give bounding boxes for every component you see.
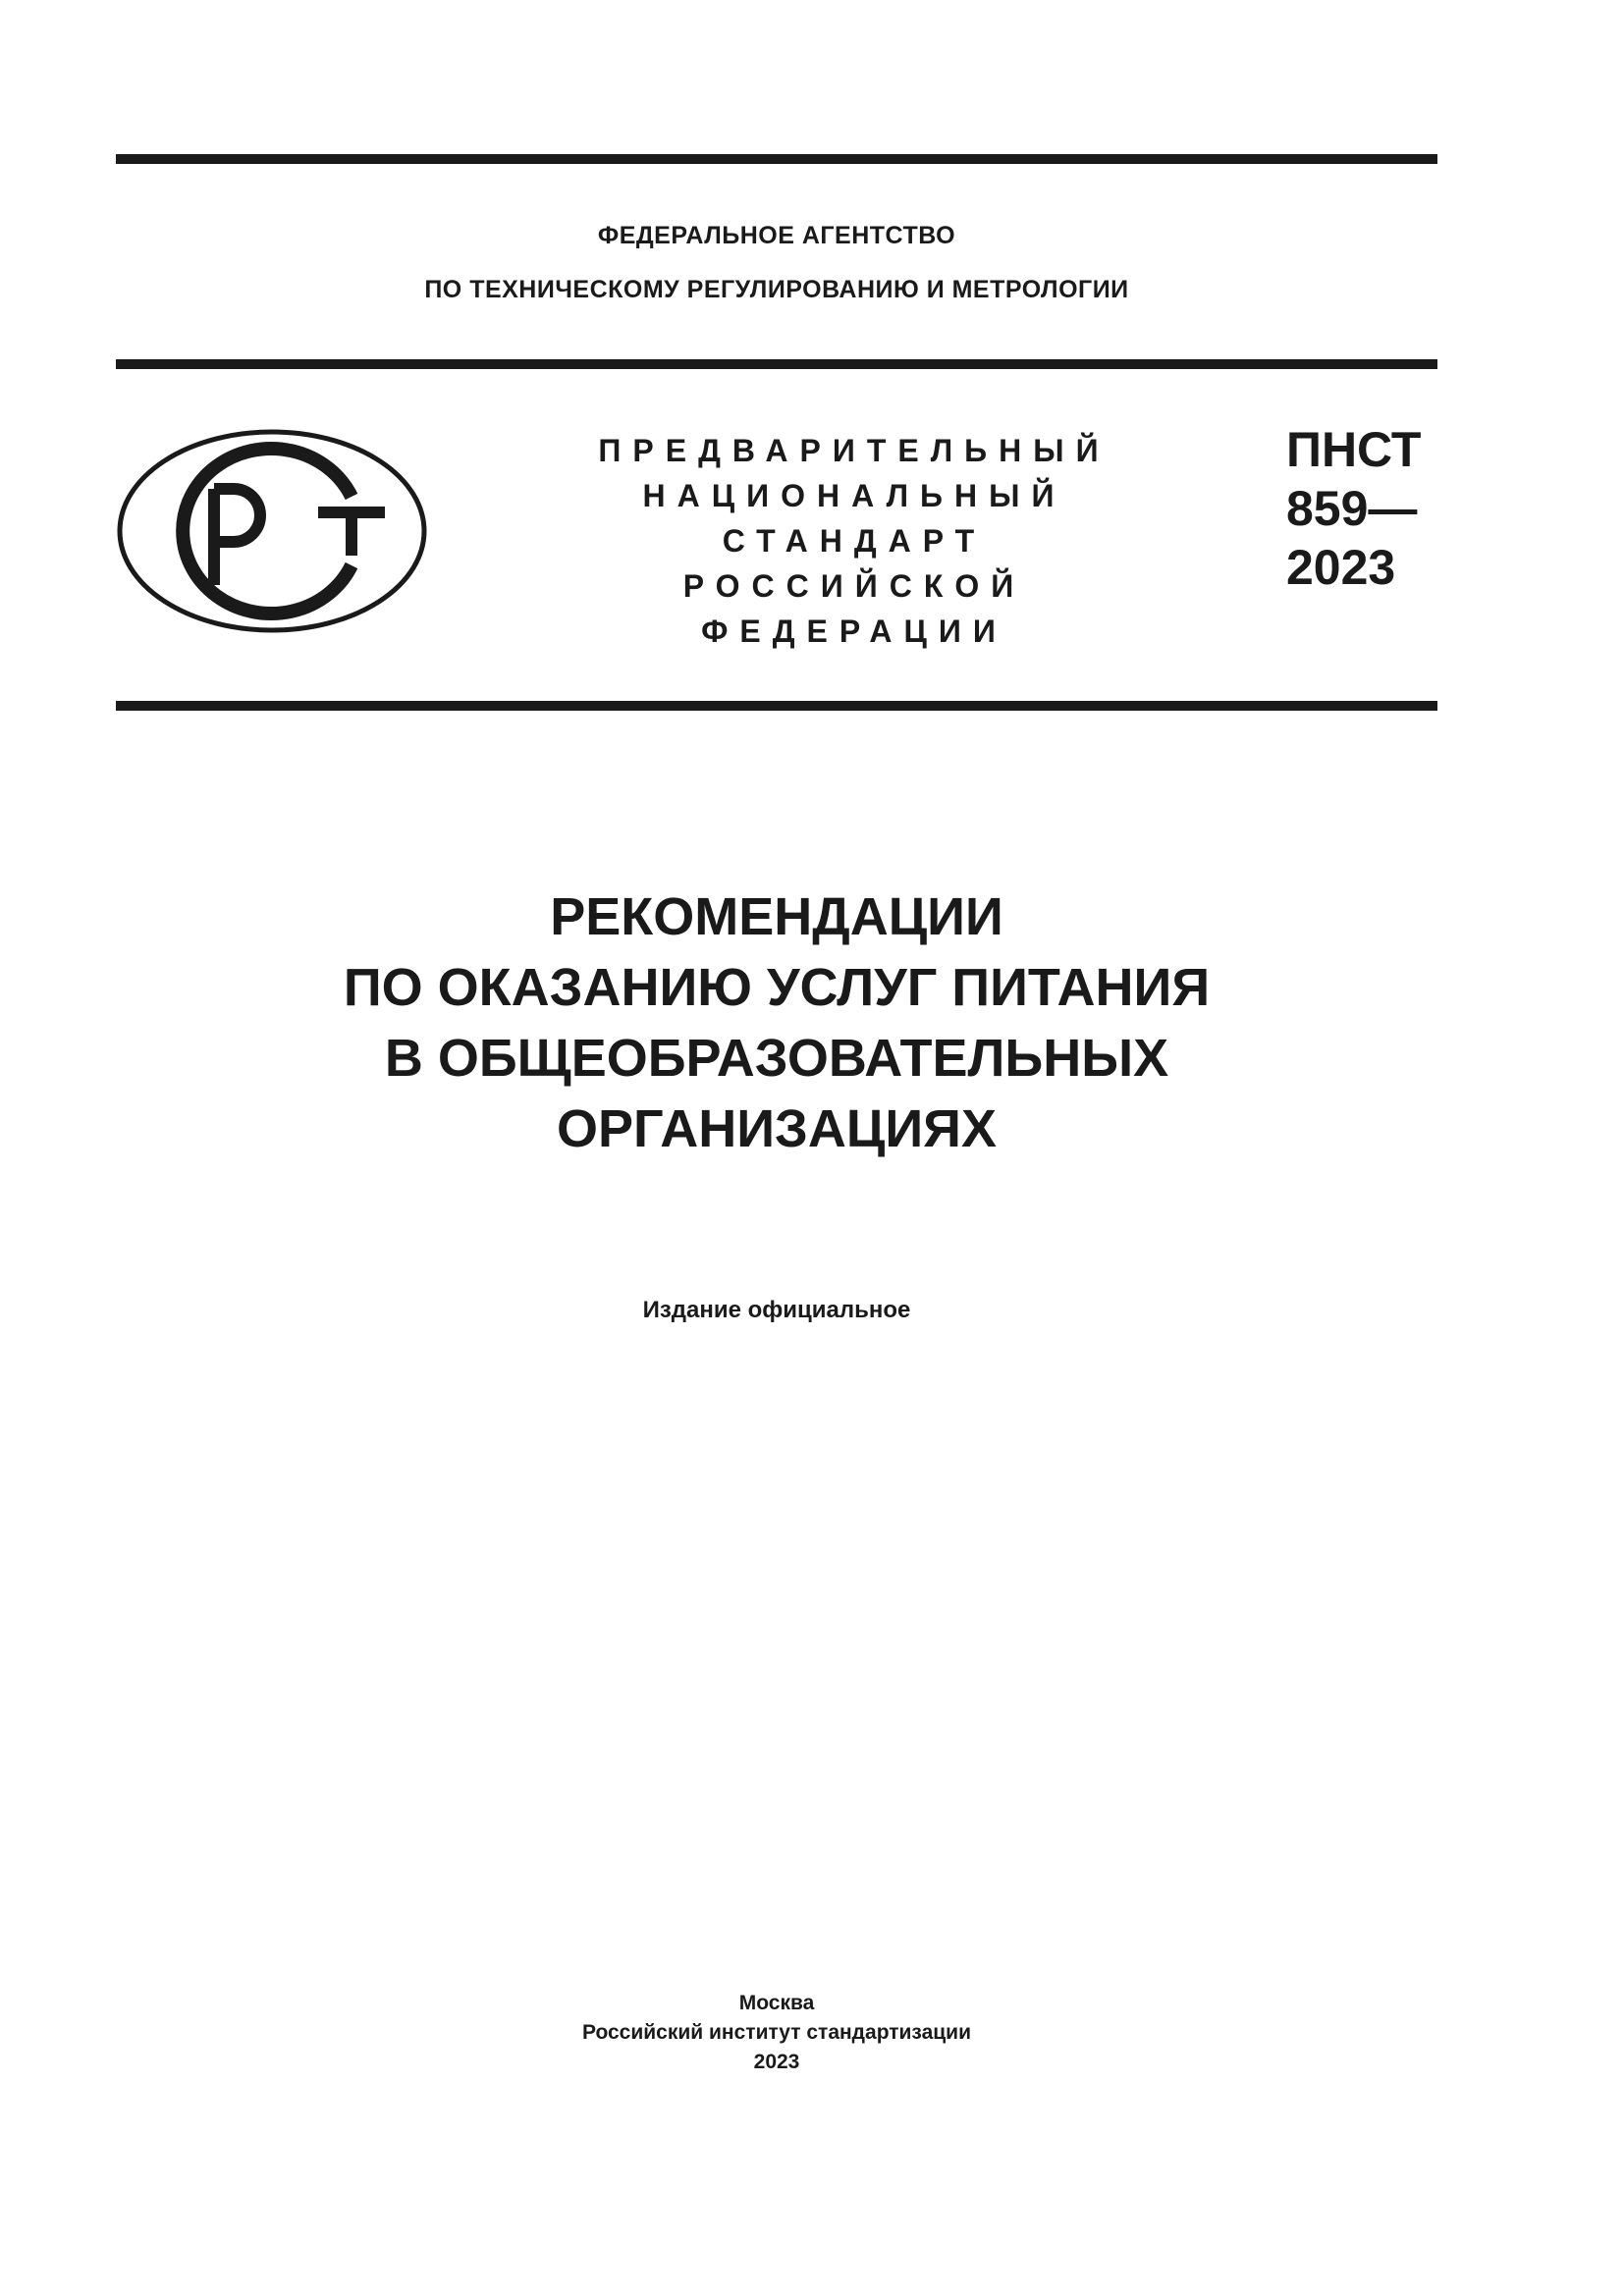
imprint-year: 2023 bbox=[753, 2051, 800, 2073]
imprint bbox=[116, 1989, 1437, 2077]
standard-type-line: СТАНДАРТ bbox=[722, 523, 987, 559]
top-rule bbox=[116, 154, 1437, 164]
title-line: ОРГАНИЗАЦИЯХ bbox=[557, 1099, 997, 1158]
document-title bbox=[116, 881, 1437, 1164]
agency-name-line-1: ФЕДЕРАЛЬНОЕ АГЕНТСТВО bbox=[597, 222, 956, 249]
standard-designation bbox=[1286, 420, 1437, 597]
designation-year: 2023 bbox=[1286, 540, 1396, 595]
designation-prefix: ПНСТ bbox=[1286, 422, 1422, 477]
title-line: В ОБЩЕОБРАЗОВАТЕЛЬНЫХ bbox=[384, 1029, 1169, 1088]
agency-name-line-2: ПО ТЕХНИЧЕСКОМУ РЕГУЛИРОВАНИЮ И МЕТРОЛОГИИ bbox=[424, 276, 1129, 303]
title-line: РЕКОМЕНДАЦИИ bbox=[550, 887, 1003, 946]
imprint-city: Москва bbox=[738, 1992, 815, 2014]
edition-note: Издание официальное bbox=[642, 1297, 911, 1323]
bottom-rule bbox=[116, 701, 1437, 711]
designation-number: 859— bbox=[1286, 481, 1418, 536]
standard-type-line: РОССИЙСКОЙ bbox=[682, 568, 1026, 604]
standard-type-block bbox=[560, 428, 1149, 654]
standard-type-line: НАЦИОНАЛЬНЫЙ bbox=[642, 478, 1066, 513]
rst-mark-icon bbox=[116, 428, 428, 634]
standard-type-line: ПРЕДВАРИТЕЛЬНЫЙ bbox=[598, 433, 1110, 468]
middle-rule bbox=[116, 359, 1437, 369]
title-line: ПО ОКАЗАНИЮ УСЛУГ ПИТАНИЯ bbox=[343, 958, 1211, 1017]
imprint-publisher: Российский институт стандартизации bbox=[581, 2021, 972, 2044]
standard-type-line: ФЕДЕРАЦИИ bbox=[701, 614, 1007, 649]
